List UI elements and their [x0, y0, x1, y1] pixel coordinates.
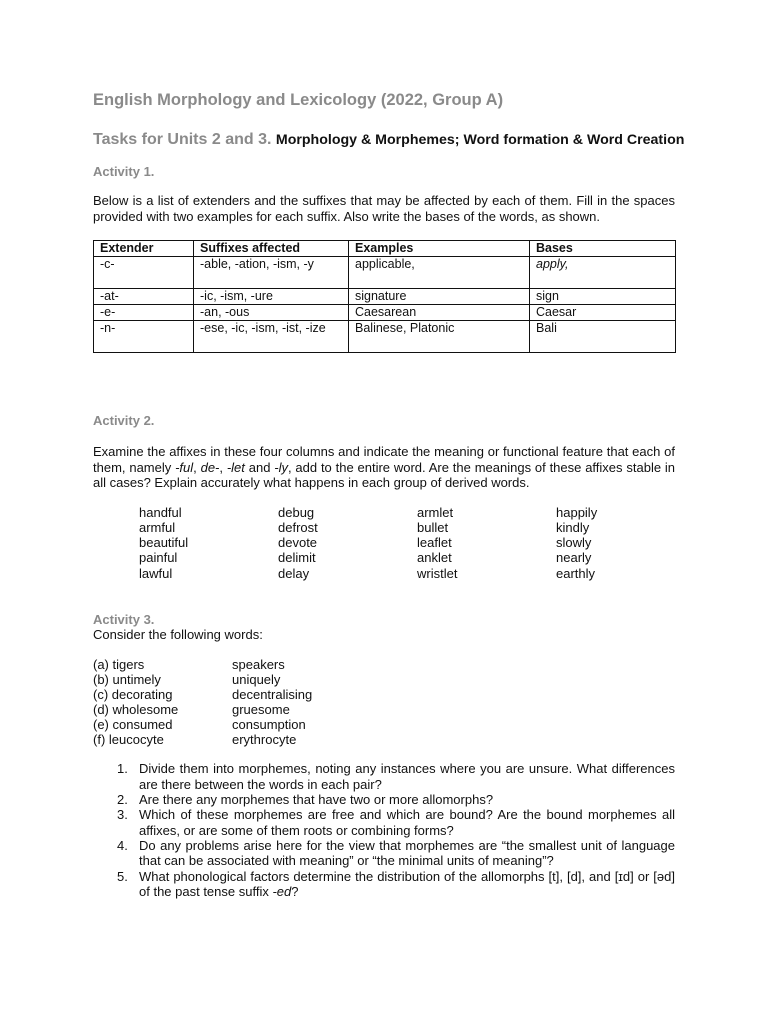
question-text-part: ?: [291, 883, 299, 899]
table-cell: -ic, -ism, -ure: [194, 289, 349, 305]
table-cell: -c-: [94, 257, 194, 289]
list-item: earthly: [556, 565, 596, 581]
table-cell-editable[interactable]: Balinese, Platonic: [349, 321, 530, 353]
list-item: gruesome: [232, 702, 290, 718]
list-item: [117, 761, 675, 792]
activity-3-heading: Activity 3.: [93, 611, 155, 627]
affix-let: -let: [226, 459, 245, 475]
list-item: wristlet: [417, 565, 458, 581]
table-header-cell: Bases: [530, 241, 676, 257]
list-item: (c) decorating: [93, 687, 173, 703]
affix-ly: -ly: [274, 459, 288, 475]
table-header-row: [94, 241, 676, 257]
table-cell-editable[interactable]: signature: [349, 289, 530, 305]
word-column-de: [278, 505, 417, 581]
table-cell: -at-: [94, 289, 194, 305]
affix-ful: -ful: [175, 459, 194, 475]
question-text: [139, 869, 675, 900]
list-item: uniquely: [232, 672, 281, 688]
activity-2-heading: Activity 2.: [93, 413, 155, 428]
activity-3-intro: Consider the following words:: [93, 626, 263, 642]
activity-1-heading: Activity 1.: [93, 164, 155, 179]
instructions-text: Examine the affixes in these four columns and indicate the meaning or functional feature that each of them, namely: [93, 444, 675, 475]
question-text-part: What phonological factors determine the distribution of the allomorphs [t], [d], and [ɪd] or [əd] of the past tense suffix: [139, 868, 675, 899]
question-number: 5.: [117, 868, 128, 884]
course-title: English Morphology and Lexicology (2022, Group A): [93, 91, 504, 109]
tasks-heading-lead: Tasks for Units 2 and 3.: [93, 131, 272, 148]
instructions-text: , add to the entire word. Are the meanings of these affixes stable in all cases? Explain accurately what happens in each group of derived words.: [93, 459, 676, 490]
instructions-text: ,: [219, 459, 227, 475]
list-item: slowly: [556, 535, 592, 551]
list-item: bullet: [417, 519, 449, 535]
table-cell: -e-: [94, 305, 194, 321]
list-item: speakers: [232, 657, 285, 673]
question-text: Divide them into morphemes, noting any instances where you are unsure. What differences are there between the words in each pair?: [139, 761, 675, 792]
list-item: kindly: [556, 519, 590, 535]
list-item: (b) untimely: [93, 672, 161, 688]
question-list: [93, 761, 675, 899]
table-row: [94, 289, 676, 305]
table-row: [94, 321, 676, 353]
table-header-cell: Suffixes affected: [194, 241, 349, 257]
list-item: consumption: [232, 717, 306, 733]
table-cell-editable[interactable]: Caesar: [530, 305, 676, 321]
list-item: happily: [556, 504, 598, 520]
table-cell-editable[interactable]: sign: [530, 289, 676, 305]
suffix-ed: -ed: [272, 883, 292, 899]
question-number: 2.: [117, 792, 128, 808]
affix-de: de-: [200, 459, 220, 475]
tasks-heading: [93, 128, 685, 152]
list-item: anklet: [417, 550, 452, 566]
table-cell: -able, -ation, -ism, -y: [194, 257, 349, 289]
list-item: decentralising: [232, 687, 313, 703]
table-cell-editable[interactable]: applicable,: [349, 257, 530, 289]
list-item: devote: [278, 535, 318, 551]
list-item: armful: [139, 519, 176, 535]
affix-word-columns: [139, 505, 675, 581]
table-header-cell: Extender: [94, 241, 194, 257]
list-item: delimit: [278, 550, 316, 566]
list-item: (a) tigers: [93, 657, 145, 673]
table-cell-editable[interactable]: apply,: [530, 257, 676, 289]
table-header-cell: Examples: [349, 241, 530, 257]
list-item: [117, 869, 675, 900]
list-item: erythrocyte: [232, 732, 297, 748]
list-item: [117, 792, 675, 807]
question-text: Do any problems arise here for the view that morphemes are “the smallest unit of language that can be associated with meaning” or “the minimal units of meaning”?: [139, 837, 675, 869]
word-column-let: [417, 505, 556, 581]
list-item: painful: [139, 550, 178, 566]
word-column-ly: [556, 505, 674, 581]
table-cell: -an, -ous: [194, 305, 349, 321]
question-text: Which of these morphemes are free and which are bound? Are the bound morphemes all affixes, or are some of them roots or combining forms?: [139, 807, 675, 838]
word-pairs: [93, 657, 675, 747]
instructions-text: ,: [193, 459, 201, 475]
list-item: defrost: [278, 519, 318, 535]
table-row: [94, 305, 676, 321]
list-item: (e) consumed: [93, 717, 173, 733]
instructions-text: and: [244, 459, 275, 475]
tasks-heading-topics: Morphology & Morphemes; Word formation & Word Creation: [275, 132, 685, 148]
question-text: Are there any morphemes that have two or more allomorphs?: [139, 792, 494, 808]
list-item: nearly: [556, 550, 592, 566]
question-number: 4.: [117, 837, 128, 853]
activity-2-instructions: [93, 444, 675, 491]
question-number: 3.: [117, 807, 128, 823]
list-item: debug: [278, 504, 315, 520]
extender-table: [93, 240, 676, 353]
table-cell-editable[interactable]: Caesarean: [349, 305, 530, 321]
question-number: 1.: [117, 761, 128, 777]
list-item: [117, 807, 675, 838]
list-item: beautiful: [139, 535, 189, 551]
list-item: delay: [278, 565, 310, 581]
document-page: [93, 88, 685, 899]
word-column-ful: [139, 505, 278, 581]
table-cell-editable[interactable]: Bali: [530, 321, 676, 353]
list-item: handful: [139, 504, 182, 520]
table-cell: -n-: [94, 321, 194, 353]
list-item: leaflet: [417, 535, 452, 551]
table-cell: -ese, -ic, -ism, -ist, -ize: [194, 321, 349, 353]
list-item: [117, 838, 675, 869]
list-item: armlet: [417, 504, 454, 520]
list-item: lawful: [139, 565, 173, 581]
list-item: (d) wholesome: [93, 702, 179, 718]
list-item: (f) leucocyte: [93, 732, 164, 748]
activity-1-instructions: Below is a list of extenders and the suffixes that may be affected by each of them. Fill in the spaces provided with two examples for each suffix. Also write the bases of the words, as shown.: [93, 193, 675, 224]
table-row: [94, 257, 676, 289]
